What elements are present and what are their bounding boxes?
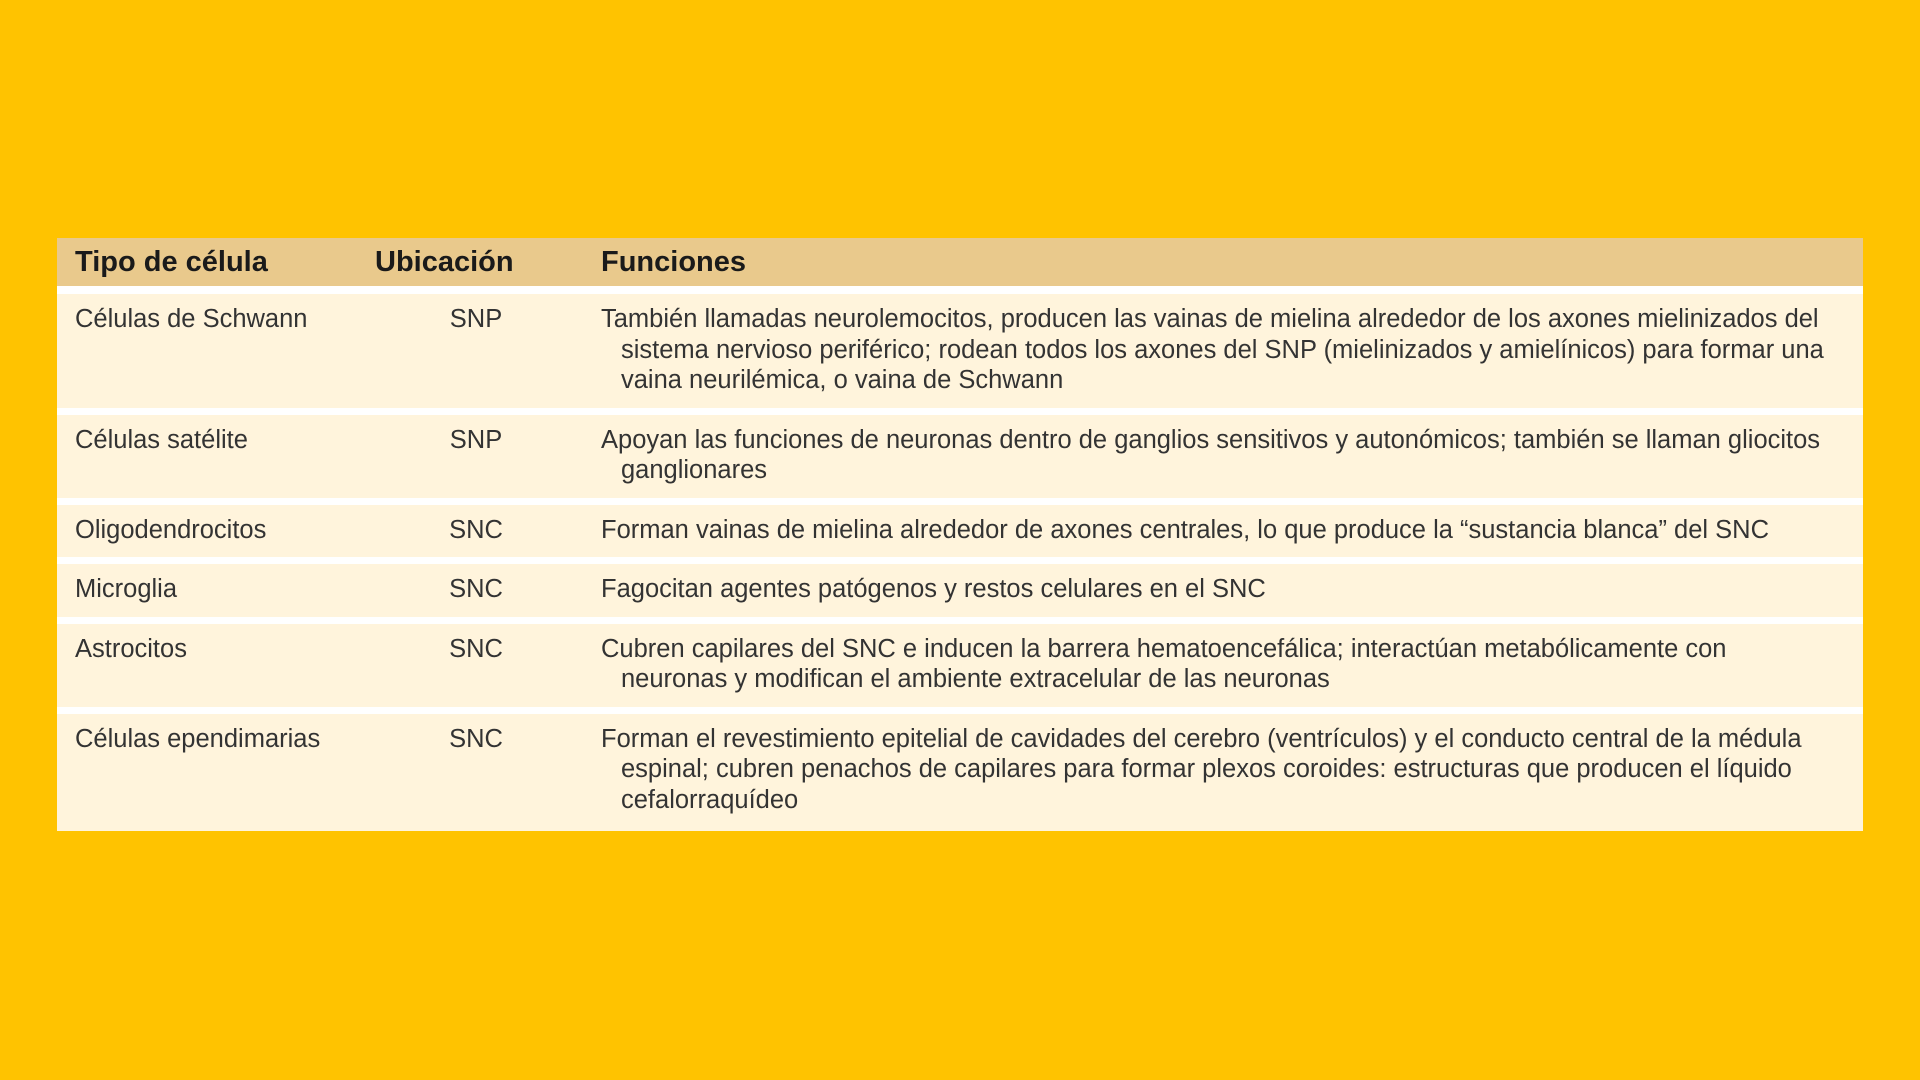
table-row	[57, 501, 1863, 561]
cell-type: Células de Schwann	[57, 290, 367, 411]
glial-cells-table	[57, 238, 1863, 831]
cell-functions: También llamadas neurolemocitos, producen las vainas de mielina alrededor de los axones mielinizados del sistema nervioso periférico; rodean todos los axones del SNP (mielinizados y amielínicos) para formar una vaina neurilémica, o vaina de Schwann	[585, 290, 1863, 411]
cell-functions: Fagocitan agentes patógenos y restos celulares en el SNC	[585, 561, 1863, 621]
table-row	[57, 620, 1863, 710]
cell-type: Oligodendrocitos	[57, 501, 367, 561]
cell-location: SNC	[367, 710, 585, 831]
cell-functions: Forman vainas de mielina alrededor de axones centrales, lo que produce la “sustancia blanca” del SNC	[585, 501, 1863, 561]
cell-location: SNC	[367, 620, 585, 710]
cell-type: Microglia	[57, 561, 367, 621]
cell-location: SNC	[367, 561, 585, 621]
header-cell-functions: Funciones	[585, 238, 1863, 290]
table-row	[57, 710, 1863, 831]
cell-location: SNC	[367, 501, 585, 561]
cells-table	[57, 238, 1863, 831]
cell-type: Astrocitos	[57, 620, 367, 710]
cell-location: SNP	[367, 411, 585, 501]
table-body	[57, 290, 1863, 831]
table-row	[57, 411, 1863, 501]
cell-functions: Forman el revestimiento epitelial de cavidades del cerebro (ventrículos) y el conducto central de la médula espinal; cubren penachos de capilares para formar plexos coroides: estructuras que producen el líquido cefalorraquídeo	[585, 710, 1863, 831]
cell-functions: Apoyan las funciones de neuronas dentro de ganglios sensitivos y autonómicos; también se llaman gliocitos ganglionares	[585, 411, 1863, 501]
table-header	[57, 238, 1863, 290]
table-row	[57, 561, 1863, 621]
header-cell-type: Tipo de célula	[57, 238, 367, 290]
table-row	[57, 290, 1863, 411]
cell-location: SNP	[367, 290, 585, 411]
cell-type: Células satélite	[57, 411, 367, 501]
header-cell-location: Ubicación	[367, 238, 585, 290]
cell-type: Células ependimarias	[57, 710, 367, 831]
cell-functions: Cubren capilares del SNC e inducen la barrera hematoencefálica; interactúan metabólicamente con neuronas y modifican el ambiente extracelular de las neuronas	[585, 620, 1863, 710]
header-row	[57, 238, 1863, 290]
